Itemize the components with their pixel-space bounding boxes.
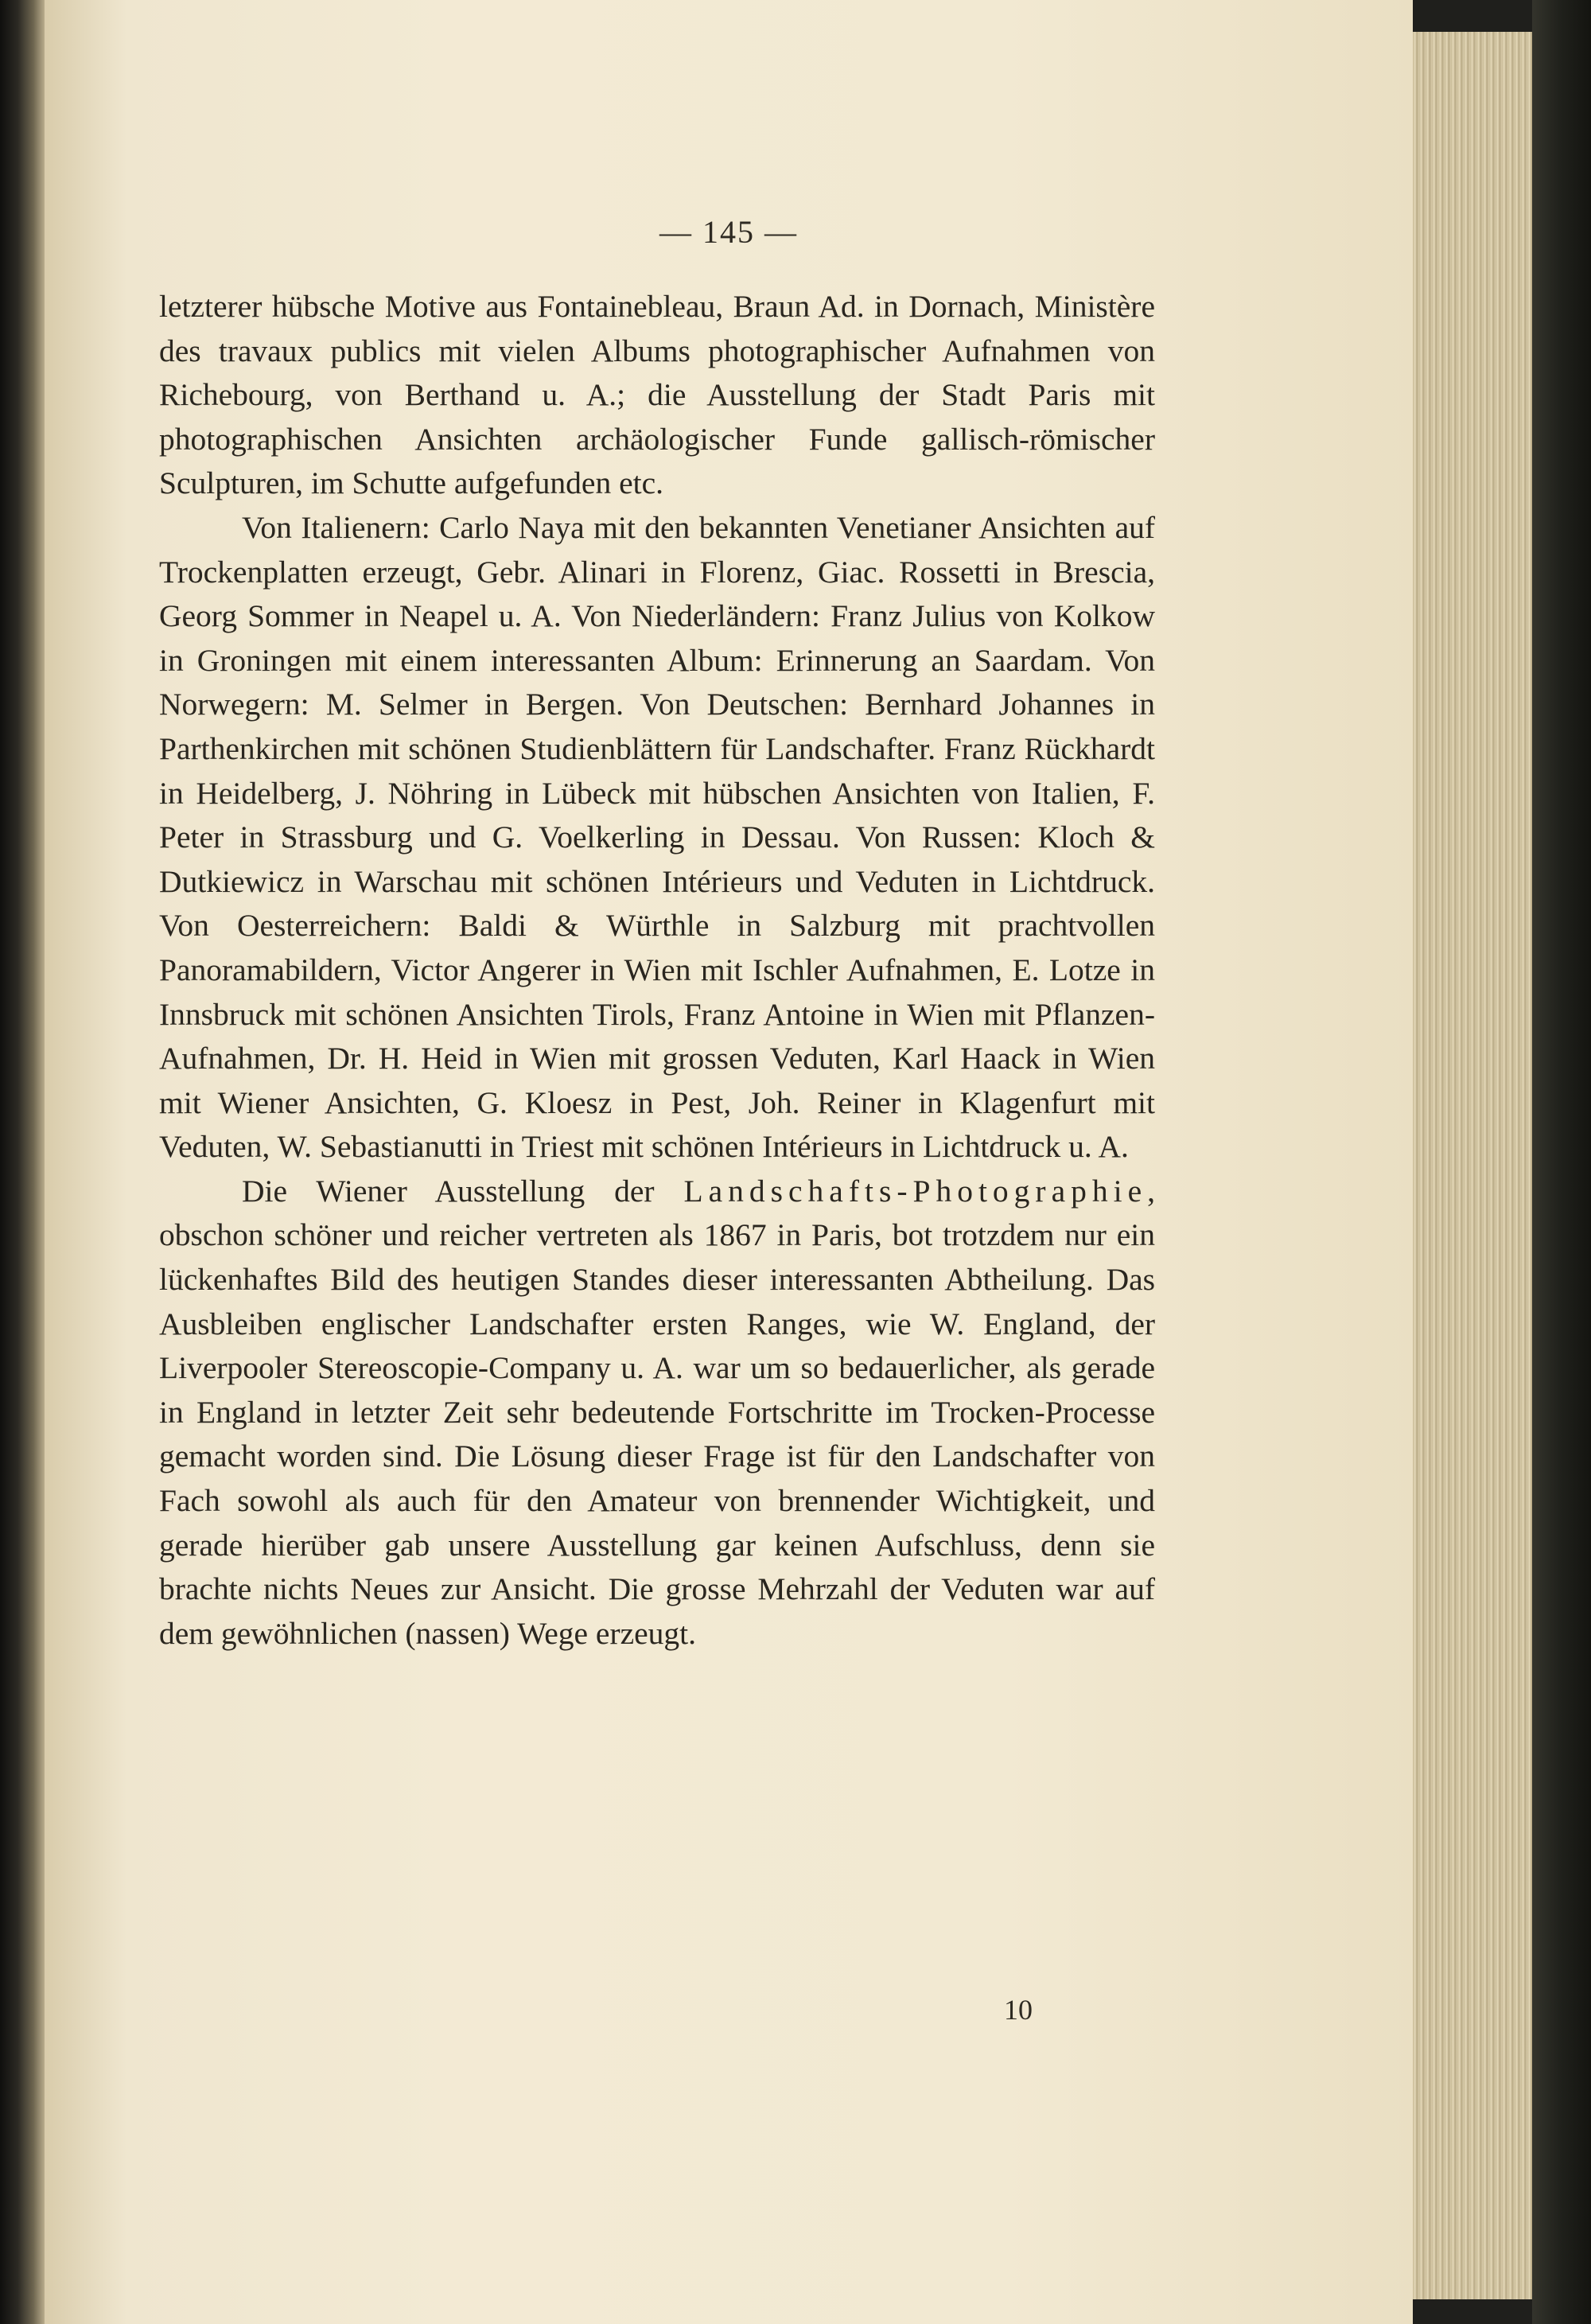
spaced-term: Landschafts-Photographie xyxy=(683,1173,1148,1209)
paragraph-3 xyxy=(159,1170,1155,1656)
book-binding-left xyxy=(0,0,45,2324)
paragraph-3-lead: Die Wiener Ausstellung der xyxy=(242,1173,684,1209)
paragraph-3-rest: , obschon schöner und reicher vertreten als 1867 in Paris, bot trotzdem nur ein lückenhaftes Bild des heutigen Standes dieser interessanten Abtheilung. Das Ausbleiben englischer Landschafter ersten Ranges, wie W. England, der Liverpooler Stereoscopie-Company u. A. war um so bedauerlicher, als gerade in England in letzter Zeit sehr bedeutende Fortschritte im Trocken-Processe gemacht worden sind. Die Lösung dieser Frage ist für den Landschafter von Fach sowohl als auch für den Amateur von brennender Wichtigkeit, und gerade hierüber gab unsere Ausstellung gar keinen Aufschluss, denn sie brachte nichts Neues zur Ansicht. Die grosse Mehrzahl der Veduten war auf dem gewöhnlichen (nassen) Wege erzeugt. xyxy=(159,1173,1155,1651)
body-text xyxy=(159,285,1155,1656)
paragraph-2: Von Italienern: Carlo Naya mit den bekannten Venetianer Ansichten auf Trockenplatten erzeugt, Gebr. Alinari in Florenz, Giac. Rossetti in Brescia, Georg Sommer in Neapel u. A. Von Niederländern: Franz Julius von Kolkow in Groningen mit einem interessanten Album: Erinnerung an Saardam. Von Norwegern: M. Selmer in Bergen. Von Deutschen: Bernhard Johannes in Parthenkirchen mit schönen Studienblättern für Landschafter. Franz Rückhardt in Heidelberg, J. Nöhring in Lübeck mit hübschen Ansichten von Italien, F. Peter in Strassburg und G. Voelkerling in Dessau. Von Russen: Kloch & Dutkiewicz in Warschau mit schönen Intérieurs und Veduten in Lichtdruck. Von Oesterreichern: Baldi & Würthle in Salzburg mit prachtvollen Panoramabildern, Victor Angerer in Wien mit Ischler Aufnahmen, E. Lotze in Innsbruck mit schönen Ansichten Tirols, Franz Antoine in Wien mit Pflanzen-Aufnahmen, Dr. H. Heid in Wien mit grossen Veduten, Karl Haack in Wien mit Wiener Ansichten, G. Kloesz in Pest, Joh. Reiner in Klagenfurt mit Veduten, W. Sebastianutti in Triest mit schönen Intérieurs in Lichtdruck u. A. xyxy=(159,509,1155,1165)
signature-mark: 10 xyxy=(1004,1994,1033,2026)
page-number-header: — 145 — xyxy=(659,214,798,250)
paragraph-1: letzterer hübsche Motive aus Fontainebleau, Braun Ad. in Dornach, Ministère des travaux publics mit vielen Albums photographischer Aufnahmen von Richebourg, von Berthand u. A.; die Ausstellung der Stadt Paris mit photographischen Ansichten archäologischer Funde gallisch-römischer Sculpturen, im Schutte aufgefunden etc. xyxy=(159,289,1155,501)
page-edges xyxy=(1413,32,1534,2299)
book-cover-edge xyxy=(1532,0,1591,2324)
